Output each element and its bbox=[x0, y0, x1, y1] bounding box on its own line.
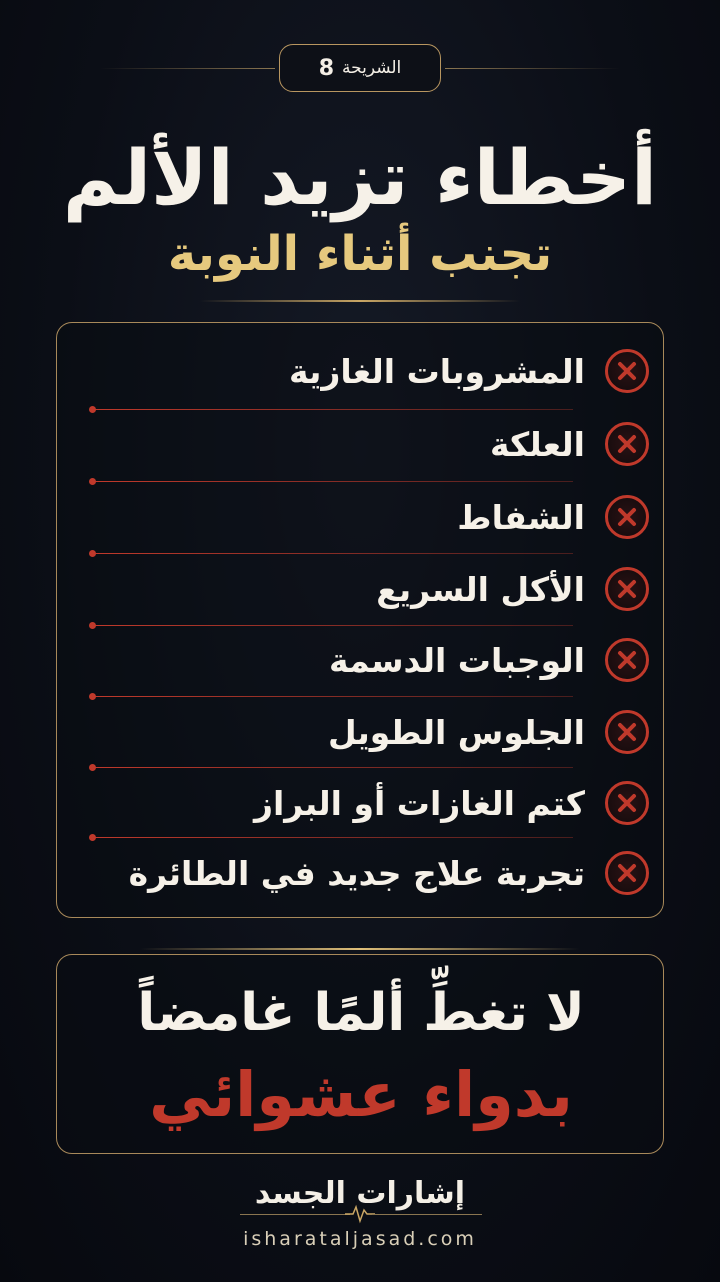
slide-number: 8 bbox=[318, 55, 335, 81]
x-icon bbox=[605, 638, 649, 682]
list-divider bbox=[93, 409, 573, 410]
list-item-label: الوجبات الدسمة bbox=[328, 640, 585, 680]
warning-box bbox=[56, 954, 664, 1154]
list-item-label: الأكل السريع bbox=[376, 569, 585, 609]
list-divider bbox=[93, 837, 573, 838]
list-item bbox=[57, 559, 665, 619]
warning-glow-line bbox=[140, 948, 580, 950]
slide-badge bbox=[279, 44, 441, 92]
list-divider bbox=[93, 481, 573, 482]
mistakes-list bbox=[56, 322, 664, 918]
list-item bbox=[57, 702, 665, 762]
list-item bbox=[57, 341, 665, 401]
x-icon bbox=[605, 495, 649, 539]
list-item-label: الشفاط bbox=[457, 497, 585, 537]
list-divider bbox=[93, 767, 573, 768]
list-divider bbox=[93, 553, 573, 554]
list-divider bbox=[93, 696, 573, 697]
subtitle-divider bbox=[200, 300, 520, 302]
x-icon bbox=[605, 851, 649, 895]
pulse-icon bbox=[345, 1204, 375, 1224]
x-icon bbox=[605, 781, 649, 825]
list-item-label: العلكة bbox=[489, 424, 585, 464]
header-line-right bbox=[445, 68, 620, 69]
warning-line-1: لا تغطِّ ألمًا غامضاً bbox=[137, 983, 585, 1043]
list-item-label: الجلوس الطويل bbox=[327, 712, 585, 752]
page-title: أخطاء تزيد الألم bbox=[62, 133, 658, 222]
warning-line-2: بدواء عشوائي bbox=[149, 1058, 573, 1131]
list-item bbox=[57, 843, 665, 903]
list-divider bbox=[93, 625, 573, 626]
brand-line-left bbox=[240, 1214, 350, 1215]
x-icon bbox=[605, 349, 649, 393]
list-item bbox=[57, 630, 665, 690]
brand-name: إشارات الجسد bbox=[254, 1176, 466, 1211]
list-item-label: المشروبات الغازية bbox=[288, 351, 585, 391]
list-item-label: تجربة علاج جديد في الطائرة bbox=[128, 853, 585, 893]
x-icon bbox=[605, 567, 649, 611]
list-item-label: كتم الغازات أو البراز bbox=[253, 783, 585, 823]
brand-website[interactable]: isharataljasad.com bbox=[243, 1228, 477, 1250]
x-icon bbox=[605, 422, 649, 466]
list-item bbox=[57, 487, 665, 547]
x-icon bbox=[605, 710, 649, 754]
slide-label: الشريحة bbox=[342, 58, 402, 78]
brand-line-right bbox=[372, 1214, 482, 1215]
list-item bbox=[57, 773, 665, 833]
header-line-left bbox=[100, 68, 275, 69]
list-item bbox=[57, 414, 665, 474]
page-subtitle: تجنب أثناء النوبة bbox=[167, 226, 553, 282]
